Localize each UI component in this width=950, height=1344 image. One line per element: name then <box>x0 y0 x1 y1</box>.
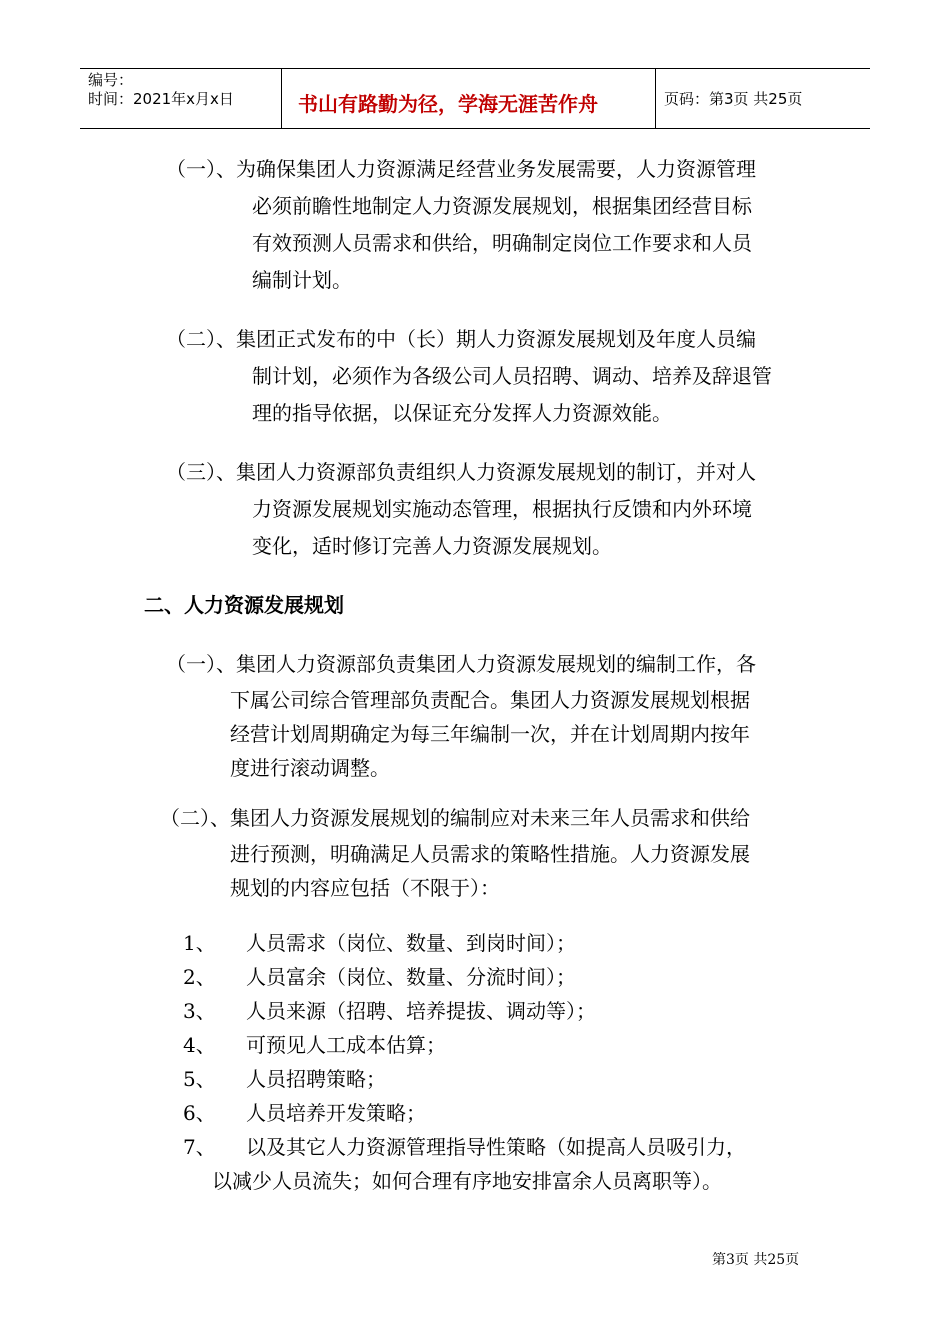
p5-line-1: （二）、集团人力资源发展规划的编制应对未来三年人员需求和供给 <box>160 806 750 830</box>
list-text-1: 人员需求（岗位、数量、到岗时间）； <box>246 931 576 955</box>
header-code-label: 编号： <box>88 71 134 89</box>
list-text-7: 以及其它人力资源管理指导性策略（如提高人员吸引力， <box>246 1135 746 1159</box>
p5-line-3: 规划的内容应包括（不限于）： <box>230 876 500 900</box>
list-text-3: 人员来源（招聘、培养提拔、调动等）； <box>246 999 596 1023</box>
list-num-5: 5、 <box>183 1067 216 1091</box>
section-heading: 二、人力资源发展规划 <box>144 593 344 617</box>
header-page-label: 页码：第3页 共25页 <box>664 90 803 108</box>
list-text-5: 人员招聘策略； <box>246 1067 386 1091</box>
list-num-1: 1、 <box>183 931 216 955</box>
p2-line-2: 制计划，必须作为各级公司人员招聘、调动、培养及辞退管 <box>252 364 772 388</box>
p3-line-2: 力资源发展规划实施动态管理，根据执行反馈和内外环境 <box>252 497 752 521</box>
header-divider-right <box>655 68 656 129</box>
p1-line-1: （一）、为确保集团人力资源满足经营业务发展需要，人力资源管理 <box>166 157 756 181</box>
list-text-2: 人员富余（岗位、数量、分流时间）； <box>246 965 576 989</box>
list-num-7: 7、 <box>183 1135 216 1159</box>
list-num-3: 3、 <box>183 999 216 1023</box>
p3-line-1: （三）、集团人力资源部负责组织人力资源发展规划的制订，并对人 <box>166 460 756 484</box>
p1-line-2: 必须前瞻性地制定人力资源发展规划，根据集团经营目标 <box>252 194 752 218</box>
p2-line-1: （二）、集团正式发布的中（长）期人力资源发展规划及年度人员编 <box>166 327 756 351</box>
p3-line-3: 变化，适时修订完善人力资源发展规划。 <box>252 534 612 558</box>
p4-line-2: 下属公司综合管理部负责配合。集团人力资源发展规划根据 <box>230 688 750 712</box>
list-text-4: 可预见人工成本估算； <box>246 1033 446 1057</box>
list-num-4: 4、 <box>183 1033 216 1057</box>
footer-page-number: 第3页 共25页 <box>712 1252 800 1268</box>
header-bottom-rule <box>80 128 870 129</box>
p1-line-3: 有效预测人员需求和供给，明确制定岗位工作要求和人员 <box>252 231 752 255</box>
list-text-6: 人员培养开发策略； <box>246 1101 426 1125</box>
p1-line-4: 编制计划。 <box>252 268 352 292</box>
header-time-label: 时间：2021年x月x日 <box>88 90 234 108</box>
header-motto: 书山有路勤为径，学海无涯苦作舟 <box>298 92 598 116</box>
p4-line-1: （一）、集团人力资源部负责集团人力资源发展规划的编制工作，各 <box>166 652 756 676</box>
p4-line-3: 经营计划周期确定为每三年编制一次，并在计划周期内按年 <box>230 722 750 746</box>
list-continuation: 以减少人员流失；如何合理有序地安排富余人员离职等）。 <box>212 1169 722 1193</box>
list-num-6: 6、 <box>183 1101 216 1125</box>
p2-line-3: 理的指导依据，以保证充分发挥人力资源效能。 <box>252 401 672 425</box>
header-divider-left <box>281 68 282 129</box>
list-num-2: 2、 <box>183 965 216 989</box>
p4-line-4: 度进行滚动调整。 <box>230 756 390 780</box>
header-top-rule <box>80 68 870 69</box>
p5-line-2: 进行预测，明确满足人员需求的策略性措施。人力资源发展 <box>230 842 750 866</box>
